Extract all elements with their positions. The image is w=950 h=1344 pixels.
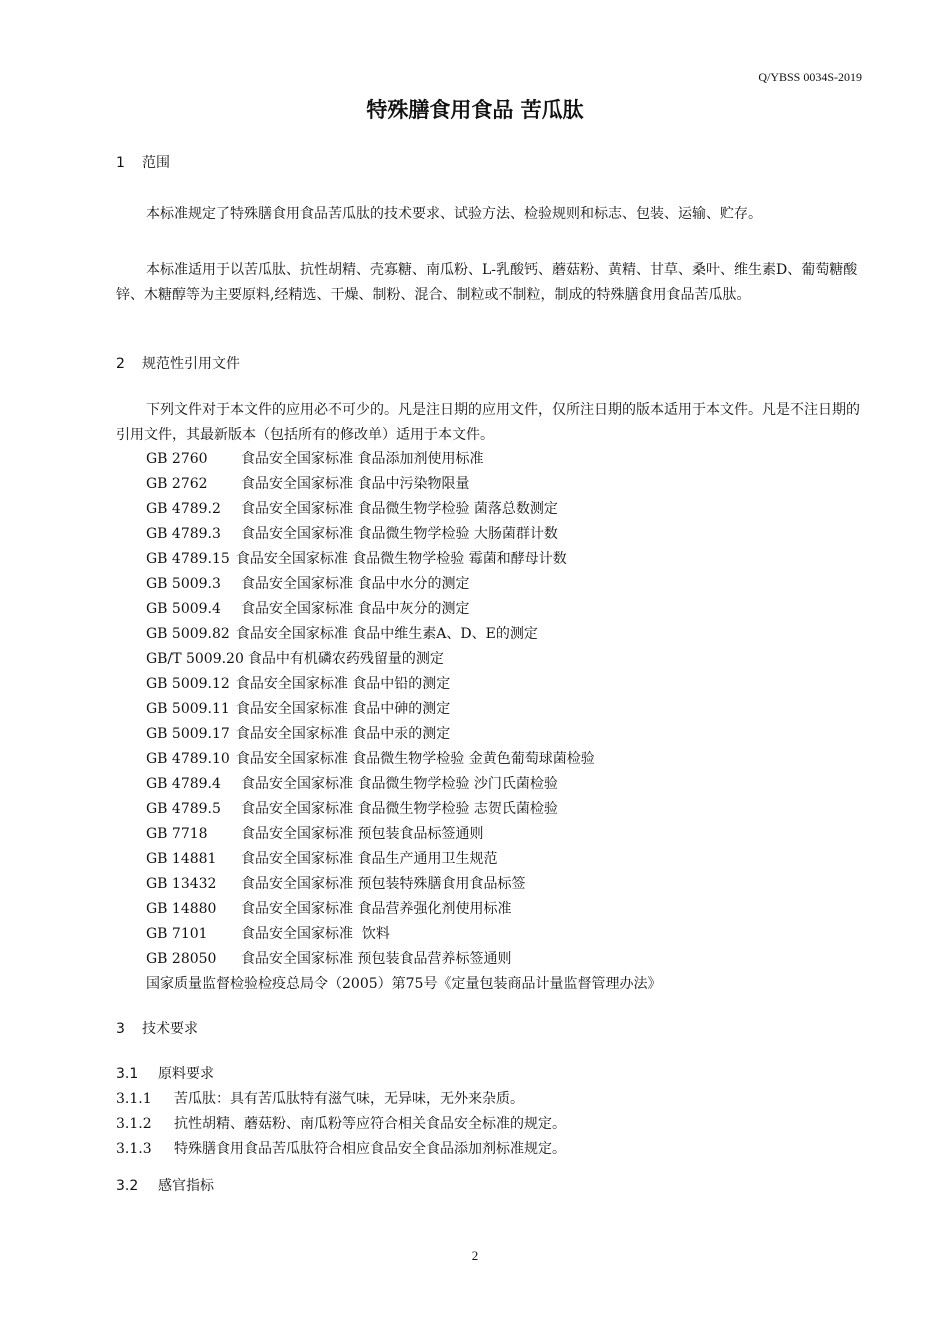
reference-code: GB 4789.4: [146, 776, 221, 792]
reference-item: [146, 773, 558, 793]
reference-title: 食品安全国家标准 食品营养强化剂使用标准: [241, 901, 512, 917]
reference-code: GB 13432: [146, 876, 217, 892]
reference-code: GB 14880: [146, 901, 217, 917]
section-number: 3: [116, 1021, 125, 1037]
requirement-text: 苦瓜肽：具有苦瓜肽特有滋气味，无异味，无外来杂质。: [174, 1091, 524, 1107]
reference-item: [146, 648, 444, 668]
reference-code: GB 5009.82: [146, 626, 230, 642]
decree-reference: 国家质量监督检验检疫总局令（2005）第75号《定量包装商品计量监督管理办法》: [146, 976, 662, 992]
requirement-text: 特殊膳食用食品苦瓜肽符合相应食品安全食品添加剂标准规定。: [174, 1141, 566, 1157]
section-number: 2: [116, 356, 125, 372]
reference-title: 食品安全国家标准 预包装食品营养标签通则: [241, 951, 512, 967]
reference-code: GB 28050: [146, 951, 217, 967]
section-2-heading: [116, 353, 240, 373]
subsection-title: 感官指标: [158, 1178, 214, 1194]
reference-code: GB 2762: [146, 476, 208, 492]
requirement-text: 抗性胡精、蘑菇粉、南瓜粉等应符合相关食品安全标准的规定。: [174, 1116, 566, 1132]
reference-code: GB 5009.12: [146, 676, 230, 692]
reference-code: GB/T 5009.20: [146, 651, 244, 667]
reference-item: [146, 798, 558, 818]
reference-title: 食品安全国家标准 预包装特殊膳食用食品标签: [241, 876, 526, 892]
reference-code: GB 4789.10: [146, 751, 230, 767]
reference-item: [146, 723, 450, 743]
reference-item: [146, 823, 483, 843]
reference-item: [146, 598, 469, 618]
reference-item: [146, 473, 469, 493]
reference-title: 食品安全国家标准 食品微生物学检验 金黄色葡萄球菌检验: [235, 751, 595, 767]
page-title: 特殊膳食用食品 苦瓜肽: [366, 98, 584, 122]
reference-title: 食品安全国家标准 食品中水分的测定: [241, 576, 470, 592]
reference-item: [146, 873, 525, 893]
requirement-item: [116, 1088, 524, 1108]
reference-item: [146, 748, 595, 768]
section-3-heading: [116, 1018, 198, 1038]
reference-item: [146, 548, 567, 568]
reference-title: 食品安全国家标准 食品中铅的测定: [235, 676, 451, 692]
reference-code: GB 7718: [146, 826, 208, 842]
reference-item: [146, 923, 390, 943]
scope-paragraph-1: 本标准规定了特殊膳食用食品苦瓜肽的技术要求、试验方法、检验规则和标志、包装、运输、贮存。: [146, 206, 762, 222]
reference-title: 食品安全国家标准 食品微生物学检验 菌落总数测定: [241, 501, 558, 517]
reference-item: [146, 698, 450, 718]
reference-code: GB 7101: [146, 926, 208, 942]
reference-item: [146, 498, 558, 518]
reference-title: 食品安全国家标准 食品微生物学检验 霉菌和酵母计数: [235, 551, 567, 567]
reference-item: [146, 573, 469, 593]
reference-item: [146, 948, 511, 968]
reference-title: 食品安全国家标准 食品微生物学检验 沙门氏菌检验: [241, 776, 558, 792]
reference-item: [146, 448, 483, 468]
document-code: Q/YBSS 0034S-2019: [758, 70, 862, 84]
reference-code: GB 2760: [146, 451, 208, 467]
reference-code: GB 5009.11: [146, 701, 230, 717]
reference-code: GB 4789.3: [146, 526, 221, 542]
subsection-number: 3.2: [116, 1178, 139, 1194]
reference-title: 食品安全国家标准 食品微生物学检验 大肠菌群计数: [241, 526, 558, 542]
reference-code: GB 5009.3: [146, 576, 221, 592]
section-title: 范围: [142, 155, 170, 171]
section-number: 1: [116, 155, 125, 171]
reference-code: GB 5009.17: [146, 726, 230, 742]
reference-code: GB 4789.5: [146, 801, 221, 817]
reference-item: [146, 848, 497, 868]
reference-title: 食品安全国家标准 饮料: [241, 926, 390, 942]
reference-code: GB 5009.4: [146, 601, 221, 617]
requirement-item: [116, 1113, 566, 1133]
reference-title: 食品安全国家标准 食品中汞的测定: [235, 726, 451, 742]
scope-paragraph-2: 本标准适用于以苦瓜肽、抗性胡精、壳寡糖、南瓜粉、L-乳酸钙、蘑菇粉、黄精、甘草、桑叶、维生素D、葡萄糖酸锌、木糖醇等为主要原料,经精选、干燥、制粉、混合、制粒或不制粒，制成的特殊膳食用食品苦瓜肽。: [116, 262, 858, 303]
reference-code: GB 14881: [146, 851, 217, 867]
requirement-number: 3.1.3: [116, 1141, 152, 1157]
requirement-item: [116, 1138, 566, 1158]
section-1-heading: [116, 152, 170, 172]
reference-title: 食品安全国家标准 食品微生物学检验 志贺氏菌检验: [241, 801, 558, 817]
section-title: 规范性引用文件: [142, 356, 240, 372]
requirement-number: 3.1.2: [116, 1116, 152, 1132]
subsection-number: 3.1: [116, 1066, 139, 1082]
reference-title: 食品安全国家标准 预包装食品标签通则: [241, 826, 484, 842]
reference-title: 食品安全国家标准 食品添加剂使用标准: [241, 451, 484, 467]
reference-code: GB 4789.15: [146, 551, 230, 567]
reference-item: [146, 523, 558, 543]
section-title: 技术要求: [142, 1021, 198, 1037]
reference-title: 食品安全国家标准 食品中砷的测定: [235, 701, 451, 717]
reference-item: [146, 673, 450, 693]
subsection-3-2-heading: [116, 1175, 214, 1195]
references-intro: 下列文件对于本文件的应用必不可少的。凡是注日期的应用文件，仅所注日期的版本适用于本文件。凡是不注日期的引用文件，其最新版本（包括所有的修改单）适用于本文件。: [116, 402, 860, 443]
requirement-number: 3.1.1: [116, 1091, 152, 1107]
subsection-title: 原料要求: [158, 1066, 214, 1082]
reference-code: GB 4789.2: [146, 501, 221, 517]
subsection-3-1-heading: [116, 1063, 214, 1083]
page-number: 2: [471, 1248, 479, 1263]
reference-title: 食品安全国家标准 食品中污染物限量: [241, 476, 470, 492]
reference-item: [146, 623, 538, 643]
reference-title: 食品中有机磷农药残留量的测定: [247, 651, 444, 667]
reference-title: 食品安全国家标准 食品中维生素A、D、E的测定: [235, 626, 538, 642]
reference-title: 食品安全国家标准 食品中灰分的测定: [241, 601, 470, 617]
reference-item: [146, 898, 511, 918]
reference-title: 食品安全国家标准 食品生产通用卫生规范: [241, 851, 498, 867]
